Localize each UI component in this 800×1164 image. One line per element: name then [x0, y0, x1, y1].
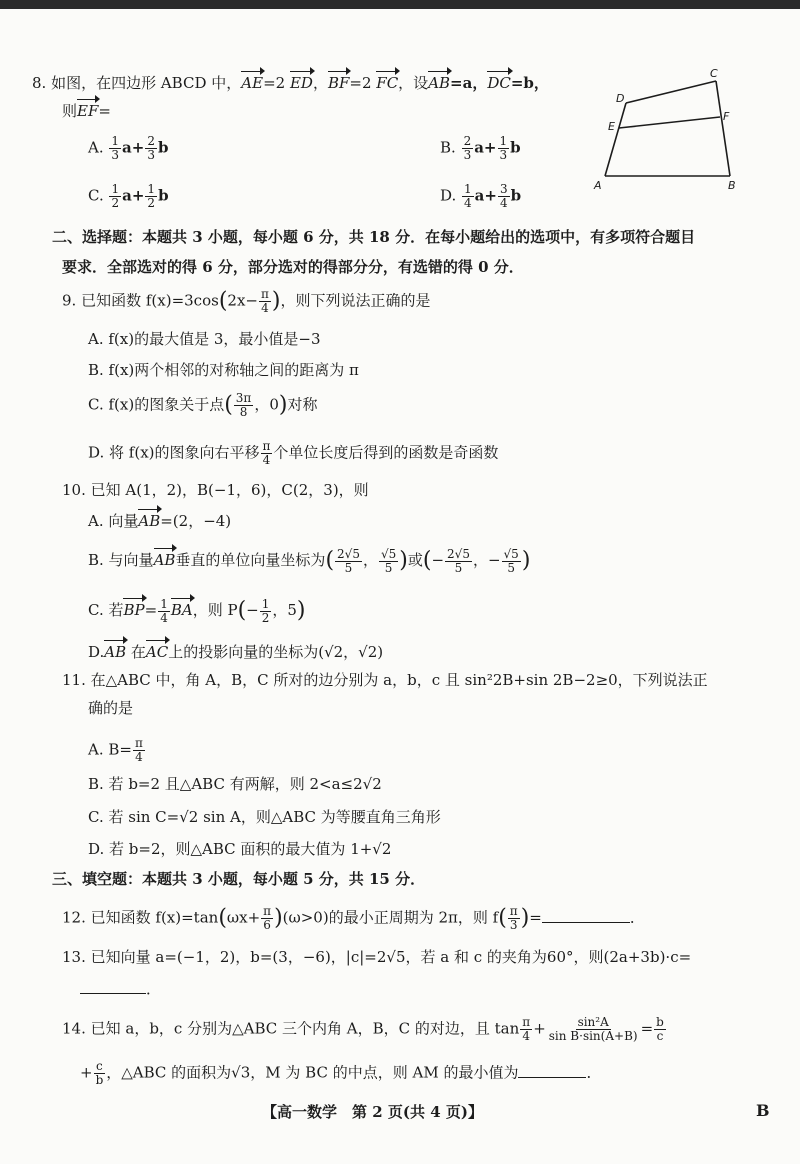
numerator: 1: [147, 182, 156, 196]
q10-c-tail: ，5: [272, 601, 297, 619]
q8-eq-b: =b，: [510, 74, 549, 92]
vector-ed: ED: [290, 68, 313, 94]
numerator: π: [262, 439, 271, 453]
q10-c-b: ，则 P: [192, 601, 238, 619]
fraction: [462, 183, 474, 210]
q14-plus2: +: [80, 1063, 93, 1082]
numerator: 2: [463, 134, 472, 148]
fraction: [145, 183, 157, 210]
numerator: 1: [111, 182, 120, 196]
q8-stem-text: 8. 如图，在四边形 ABCD 中，: [32, 74, 242, 92]
denominator: 8: [239, 405, 248, 419]
q9-d-a: D. 将 f(x)的图象向右平移: [88, 443, 260, 462]
vector-ae: AE: [241, 68, 263, 94]
denominator: b: [95, 1073, 104, 1087]
q11-a-a: A. B=: [88, 740, 132, 759]
vector-ef: EF: [77, 96, 98, 122]
edge-dc: [626, 81, 716, 103]
option-tail: b: [510, 138, 521, 157]
numerator: √5: [503, 546, 519, 561]
paren: (: [224, 392, 233, 418]
option-mid: a+: [474, 186, 497, 205]
q13-end: ．: [146, 980, 162, 998]
q13-line2: [80, 978, 161, 1000]
vector-ab: AB: [138, 506, 160, 532]
denominator: 4: [160, 610, 168, 625]
q8-let: ，设: [398, 74, 429, 92]
edge-ad: [605, 103, 626, 176]
answer-blank[interactable]: [80, 993, 146, 994]
fraction: [520, 1016, 532, 1043]
q8-comma1: ，: [312, 74, 328, 92]
label-d: D: [616, 92, 625, 105]
numerator: 3π: [235, 391, 252, 405]
q11-option-d: D. 若 b=2，则△ABC 面积的最大值为 1+√2: [88, 840, 392, 858]
paren: (: [218, 288, 228, 314]
fraction: [654, 1016, 666, 1043]
q9-d-b: 个单位长度后得到的函数是奇函数: [273, 443, 499, 462]
q9-option-d: [88, 440, 498, 467]
q10-b-a: B. 与向量: [88, 551, 154, 569]
fraction: [462, 135, 474, 162]
fraction: [261, 905, 273, 932]
q12-in: ωx+: [226, 908, 261, 927]
vector-bp: BP: [123, 595, 144, 621]
fraction: [498, 183, 510, 210]
q8-then: 则: [62, 102, 78, 120]
q8-eq-a: =a，: [450, 74, 488, 92]
vector-ab: AB: [104, 637, 126, 663]
paren: (: [325, 548, 335, 573]
denominator: 3: [147, 148, 155, 162]
numerator: b: [656, 1015, 664, 1029]
denominator: 3: [463, 148, 472, 162]
q14-end: ．: [586, 1063, 602, 1082]
fraction: [158, 598, 170, 625]
paren: (: [422, 548, 432, 573]
fraction: [133, 737, 145, 764]
numerator: √5: [380, 546, 397, 561]
fraction: [502, 548, 521, 575]
q13-line1: 13. 已知向量 a=(−1，2)，b=(3，−6)，|c|=2√5，若 a 和 c 的夹角为60°，则(2a+3b)·c=: [62, 948, 692, 966]
denominator: 4: [499, 196, 508, 210]
fraction: [335, 548, 362, 575]
q10-b-comma2: ，−: [472, 551, 501, 569]
segment-ef: [619, 117, 720, 128]
paren: (: [218, 905, 227, 931]
q10-option-c: [88, 595, 306, 625]
q11-stem-2: 确的是: [88, 699, 134, 717]
numerator: 1: [261, 596, 270, 611]
q9-option-b: B. f(x)两个相邻的对称轴之间的距离为 π: [88, 361, 359, 379]
option-label: D.: [440, 186, 462, 205]
q8-eq2: =2: [349, 74, 377, 92]
q14-line1: [62, 1016, 667, 1043]
q14-plus: +: [533, 1019, 546, 1038]
fraction: [259, 288, 271, 315]
paren: ): [271, 288, 281, 314]
numerator: π: [509, 904, 518, 918]
numerator: π: [260, 287, 269, 301]
paren: ): [521, 548, 531, 573]
q8-stem: [32, 68, 549, 94]
paren: ): [274, 905, 283, 931]
fraction: [261, 440, 273, 467]
paren: ): [399, 548, 408, 573]
denominator: c: [656, 1029, 664, 1043]
denominator: sin B·sin(A+B): [548, 1029, 638, 1043]
numerator: sin²A: [577, 1015, 609, 1029]
q14-line2-text: ，△ABC 的面积为√3，M 为 BC 的中点，则 AM 的最小值为: [106, 1063, 519, 1082]
q8-option-a: [88, 135, 168, 162]
q10-b-neg: −: [431, 551, 445, 569]
denominator: 3: [499, 148, 508, 162]
q10-d-mid: 在: [126, 643, 146, 661]
option-tail: b: [510, 186, 522, 205]
denominator: 3: [509, 918, 518, 932]
quadrilateral-figure: [590, 65, 750, 195]
q14-eq: =: [640, 1019, 654, 1038]
denominator: 2: [147, 196, 156, 210]
q8-eq1: =2: [263, 74, 290, 92]
q10-d-a: D.: [88, 643, 105, 661]
fraction: [109, 135, 121, 162]
numerator: c: [96, 1059, 103, 1073]
numerator: π: [263, 904, 272, 918]
q10-d-b: 上的投影向量的坐标为(√2，√2): [168, 643, 384, 661]
vector-ab: AB: [154, 545, 176, 571]
q12-b: (ω>0)的最小正周期为 2π，则 f: [282, 908, 499, 927]
option-label: A.: [88, 138, 109, 157]
paren: (: [237, 598, 247, 623]
q10-option-b: [88, 545, 530, 575]
q8-option-d: [440, 183, 521, 210]
answer-blank[interactable]: [542, 922, 630, 923]
q11-option-a: [88, 737, 146, 764]
q12-end: ．: [629, 908, 645, 927]
q11-option-c: C. 若 sin C=√2 sin A，则△ABC 为等腰直角三角形: [88, 808, 441, 826]
q9-option-a: A. f(x)的最大值是 3，最小值是−3: [88, 330, 321, 348]
vector-dc: DC: [487, 68, 511, 94]
fraction: [498, 135, 510, 162]
q12-a: 12. 已知函数 f(x)=tan: [62, 908, 219, 927]
q10-b-or: 或: [407, 551, 423, 569]
numerator: 2√5: [337, 546, 360, 561]
numerator: 1: [499, 134, 508, 148]
q9-stem-b: ，则下列说法正确的是: [280, 291, 431, 310]
denominator: 4: [261, 301, 269, 315]
denominator: 2: [111, 196, 120, 210]
denominator: 5: [507, 560, 515, 575]
q9-option-c: [88, 392, 317, 419]
paren: ): [278, 392, 288, 418]
fraction: [445, 548, 472, 575]
q8-stem-2: [62, 96, 111, 122]
denominator: 4: [262, 453, 271, 467]
q9-stem-a: 9. 已知函数 f(x)=3cos: [62, 291, 219, 310]
denominator: 4: [522, 1029, 531, 1043]
q11-stem-1: 11. 在△ABC 中，角 A，B，C 所对的边分别为 a，b，c 且 sin²2B+sin 2B−2≥0，下列说法正: [62, 671, 708, 689]
numerator: 2: [147, 134, 155, 148]
q8-option-c: [88, 183, 169, 210]
section3-heading: 三、填空题：本题共 3 小题，每小题 5 分，共 15 分．: [52, 870, 426, 888]
numerator: π: [522, 1015, 531, 1029]
option-tail: b: [157, 138, 169, 157]
answer-blank[interactable]: [518, 1077, 586, 1078]
q10-c-eq: =: [144, 601, 158, 619]
denominator: 5: [384, 560, 393, 575]
vector-ab: AB: [428, 68, 450, 94]
label-c: C: [710, 67, 718, 80]
fraction: [508, 905, 520, 932]
denominator: 2: [261, 610, 270, 625]
denominator: 4: [464, 196, 472, 210]
q10-c-neg: −: [246, 601, 259, 619]
q10-c-a: C. 若: [88, 601, 124, 619]
q10-stem: 10. 已知 A(1，2)，B(−1，6)，C(2，3)，则: [62, 481, 369, 499]
denominator: 4: [135, 750, 143, 764]
numerator: 1: [111, 134, 120, 148]
denominator: 5: [454, 560, 463, 575]
paren: ): [520, 905, 530, 931]
numerator: 1: [464, 182, 472, 196]
q10-option-a: [88, 506, 231, 532]
section2-line1: 二、选择题：本题共 3 小题，每小题 6 分，共 18 分．在每小题给出的选项中，有多项符合题目: [52, 228, 696, 246]
q10-a-b: =(2，−4): [160, 512, 232, 530]
option-label: C.: [88, 186, 109, 205]
edge-cb: [716, 81, 730, 176]
q14-a: 14. 已知 a，b，c 分别为△ABC 三个内角 A，B，C 的对边，且 tan: [62, 1019, 520, 1038]
numerator: 2√5: [447, 546, 470, 561]
q12-c: =: [529, 908, 542, 927]
fraction: [379, 548, 398, 575]
paper-version: B: [756, 1101, 770, 1120]
denominator: 6: [263, 918, 271, 932]
fraction: [547, 1016, 640, 1043]
q10-option-d: [88, 637, 383, 663]
vector-ba: BA: [171, 595, 193, 621]
q10-b-b: 垂直的单位向量坐标为: [175, 551, 326, 569]
denominator: 3: [111, 148, 120, 162]
label-b: B: [728, 179, 736, 192]
q10-a-a: A. 向量: [88, 512, 139, 530]
vector-ac: AC: [146, 637, 168, 663]
option-tail: b: [158, 186, 169, 205]
vector-bf: BF: [328, 68, 349, 94]
numerator: 1: [160, 596, 168, 611]
q9-c-mid: ，0: [254, 395, 279, 414]
q9-c-a: C. f(x)的图象关于点: [88, 395, 225, 414]
q9-stem: [62, 288, 430, 315]
section2-line2: 要求．全部选对的得 6 分，部分选对的得部分分，有选错的得 0 分．: [62, 258, 524, 276]
q9-stem-in: 2x−: [227, 291, 258, 310]
label-e: E: [608, 120, 615, 133]
fraction: [260, 598, 272, 625]
q14-line2: [80, 1060, 601, 1087]
label-f: F: [723, 110, 730, 123]
numerator: 3: [499, 182, 508, 196]
q11-option-b: B. 若 b=2 且△ABC 有两解，则 2<a≤2√2: [88, 775, 382, 793]
fraction: [234, 392, 254, 419]
q9-c-b: 对称: [287, 395, 318, 414]
fraction: [94, 1060, 106, 1087]
fraction: [109, 183, 121, 210]
label-a: A: [594, 179, 602, 192]
q8-eq3: =: [98, 102, 111, 120]
paren: ): [296, 598, 306, 623]
numerator: π: [134, 736, 143, 750]
denominator: 5: [344, 560, 353, 575]
option-mid: a+: [122, 138, 145, 157]
fraction: [145, 135, 157, 162]
q8-option-b: [440, 135, 521, 162]
option-label: B.: [440, 138, 461, 157]
paren: (: [498, 905, 507, 931]
vector-fc: FC: [376, 68, 398, 94]
option-mid: a+: [474, 138, 497, 157]
q12: [62, 905, 645, 932]
q10-b-comma: ，: [362, 551, 378, 569]
page-footer: 【高一数学 第 2 页(共 4 页)】: [262, 1103, 483, 1121]
option-mid: a+: [122, 186, 145, 205]
